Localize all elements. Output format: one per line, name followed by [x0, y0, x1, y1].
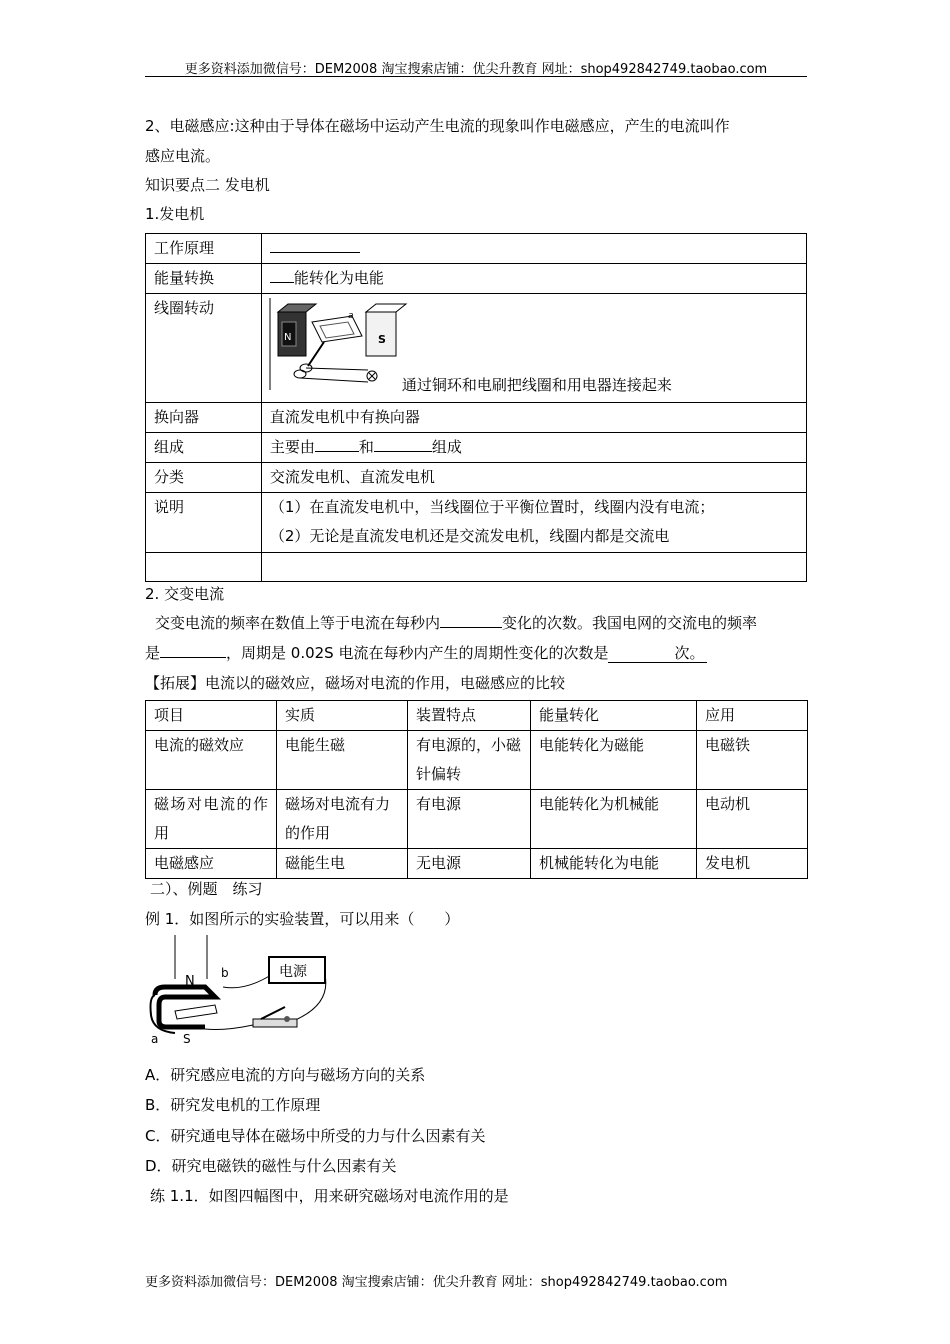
ext-cell: 电磁铁 — [697, 731, 808, 790]
fig-s-label: S — [183, 1032, 191, 1045]
experiment-diagram — [145, 935, 335, 1045]
gen-energy-cell — [261, 264, 806, 294]
ext-title: 【拓展】电流以的磁效应，磁场对电流的作用，电磁感应的比较 — [145, 674, 566, 692]
page-header: 更多资料添加微信号：DEM2008 淘宝搜索店铺：优尖升教育 网址：shop492842749.taobao.com — [184, 62, 768, 77]
section-title: 知识要点二 发电机 — [145, 176, 270, 194]
header-rule — [145, 76, 807, 77]
gen-commutator-label: 换向器 — [146, 403, 262, 433]
intro-line-1: 2、电磁感应:这种由于导体在磁场中运动产生电流的现象叫作电磁感应，产生的电流叫作 — [145, 117, 730, 135]
answer-blank — [315, 434, 359, 452]
option-b: B．研究发电机的工作原理 — [145, 1096, 321, 1114]
gen-principle-label: 工作原理 — [146, 234, 262, 264]
gen-principle-value — [261, 234, 806, 264]
empty-cell — [261, 553, 806, 582]
gen-coil-label: 线圈转动 — [146, 294, 262, 403]
ext-cell: 发电机 — [697, 849, 808, 879]
gen-energy-label: 能量转换 — [146, 264, 262, 294]
n-pole-label: N — [283, 332, 292, 343]
ac-line-2 — [145, 638, 707, 668]
generator-diagram — [268, 298, 408, 394]
gen-note-cell — [261, 493, 806, 553]
composition-mid: 和 — [358, 438, 374, 456]
ext-cell: 无电源 — [408, 849, 531, 879]
ext-header: 应用 — [697, 701, 808, 731]
ext-cell: 有电源 — [408, 790, 531, 849]
gen-commutator-value: 直流发电机中有换向器 — [261, 403, 806, 433]
ac-line-1-post: 变化的次数。我国电网的交流电的频率 — [502, 614, 758, 632]
answer-blank — [160, 640, 226, 658]
ext-cell: 磁场对电流有力的作用 — [277, 790, 408, 849]
answer-blank — [374, 434, 432, 452]
ac-line-1-pre: 交变电流的频率在数值上等于电流在每秒内 — [155, 614, 441, 632]
ext-cell: 磁能生电 — [277, 849, 408, 879]
gen-composition-label: 组成 — [146, 433, 262, 463]
answer-blank — [270, 235, 360, 253]
gen-coil-cell — [261, 294, 806, 403]
ext-cell: 电动机 — [697, 790, 808, 849]
ac-title: 2. 交变电流 — [145, 585, 225, 603]
composition-pre: 主要由 — [269, 438, 315, 456]
ext-cell: 机械能转化为电能 — [531, 849, 697, 879]
gen-composition-cell — [261, 433, 806, 463]
ext-cell: 电磁感应 — [146, 849, 277, 879]
ext-cell: 磁场对电流的作用 — [146, 790, 277, 849]
gen-note-line-1: （1）在直流发电机中，当线圈位于平衡位置时，线圈内没有电流； — [269, 498, 715, 516]
ext-cell: 电能转化为磁能 — [531, 731, 697, 790]
option-a: A．研究感应电流的方向与磁场方向的关系 — [145, 1066, 426, 1084]
ext-header: 项目 — [146, 701, 277, 731]
ext-header: 装置特点 — [408, 701, 531, 731]
ac-line-2-a: 是 — [145, 644, 161, 662]
gen-type-value: 交流发电机、直流发电机 — [261, 463, 806, 493]
answer-blank — [270, 265, 294, 283]
example-section: 二）、例题 练习 — [150, 880, 263, 898]
s-pole-label: S — [377, 333, 386, 346]
fig-power-label: 电源 — [279, 964, 307, 980]
example-question: 例 1．如图所示的实验装置，可以用来（ ） — [145, 910, 460, 928]
gen-note-line-2: （2）无论是直流发电机还是交流发电机，线圈内都是交流电 — [269, 527, 670, 545]
ac-line-1 — [155, 608, 757, 638]
comparison-table — [145, 700, 808, 879]
composition-post: 组成 — [431, 438, 462, 456]
page-footer: 更多资料添加微信号：DEM2008 淘宝搜索店铺：优尖升教育 网址：shop492842749.taobao.com — [145, 1275, 728, 1290]
gen-energy-value: 能转化为电能 — [293, 269, 384, 287]
ext-cell: 电流的磁效应 — [146, 731, 277, 790]
gen-note-label: 说明 — [146, 493, 262, 553]
gen-type-label: 分类 — [146, 463, 262, 493]
fig-a-label: a — [151, 1032, 159, 1045]
ac-line-2-c: 次。 — [608, 644, 706, 663]
answer-blank — [440, 610, 502, 628]
sub-title: 1.发电机 — [145, 205, 205, 223]
ext-cell: 电能转化为机械能 — [531, 790, 697, 849]
ext-cell: 电能生磁 — [277, 731, 408, 790]
ac-line-2-b: ，周期是 0.02S 电流在每秒内产生的周期性变化的次数是 — [226, 644, 609, 662]
ext-header: 实质 — [277, 701, 408, 731]
practice-question: 练 1.1．如图四幅图中，用来研究磁场对电流作用的是 — [150, 1187, 509, 1205]
empty-cell — [146, 553, 262, 582]
option-c: C．研究通电导体在磁场中所受的力与什么因素有关 — [145, 1127, 486, 1145]
intro-line-2: 感应电流。 — [145, 147, 221, 165]
ext-header: 能量转化 — [531, 701, 697, 731]
option-d: D．研究电磁铁的磁性与什么因素有关 — [145, 1157, 397, 1175]
fig-b-label: b — [221, 966, 229, 980]
coil-a-label: a — [347, 311, 354, 321]
generator-table — [145, 233, 807, 582]
ext-cell: 有电源的，小磁针偏转 — [408, 731, 531, 790]
gen-coil-caption: 通过铜环和电刷把线圈和用电器连接起来 — [401, 376, 672, 394]
fig-n-label: N — [185, 974, 195, 989]
